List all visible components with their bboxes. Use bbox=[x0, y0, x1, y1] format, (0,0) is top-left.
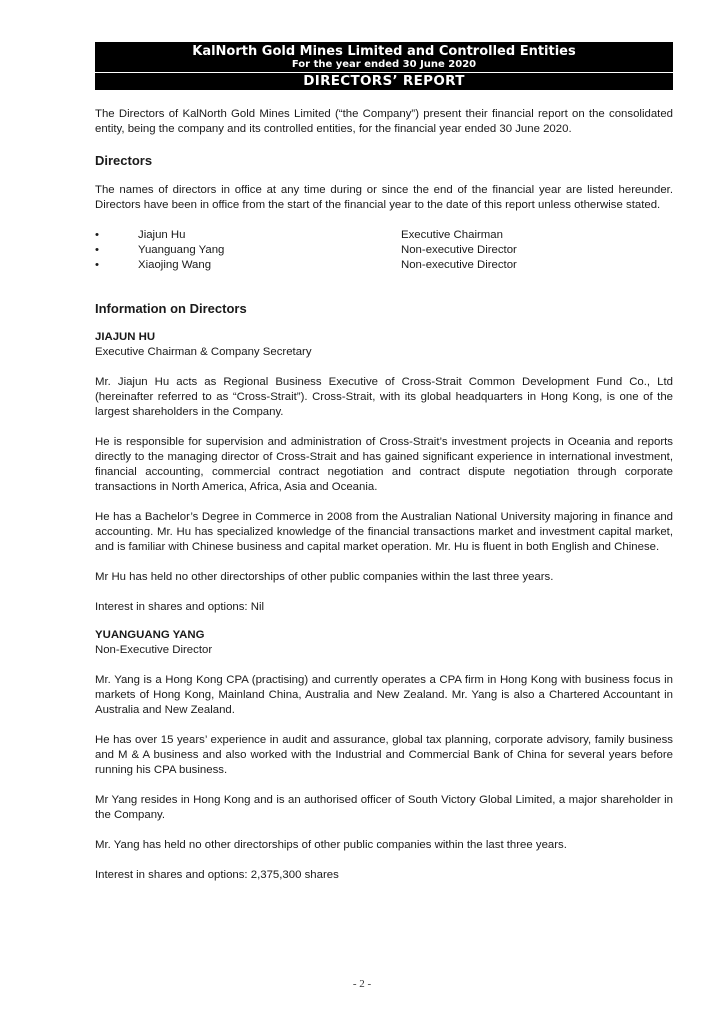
director-profile-hu bbox=[95, 330, 673, 615]
profile-title: Executive Chairman & Company Secretary bbox=[95, 346, 312, 358]
directors-heading: Directors bbox=[95, 153, 153, 168]
director-role: Non-executive Director bbox=[401, 244, 517, 256]
bullet-icon: • bbox=[95, 244, 99, 256]
profile-paragraph: He is responsible for supervision and administration of Cross-Strait’s investment projects in Oceania and reports directly to the managing director of Cross-Strait and has gained significant experience in international investment, financial accounting, commercial contract negotiation and contract dispute negotiation through corporate transactions in North America, Africa, Asia and Oceania. bbox=[95, 436, 673, 493]
profile-paragraph: He has over 15 years’ experience in audit and assurance, global tax planning, corporate advisory, family business and M & A business and also worked with the Industrial and Commercial Bank of China for several years before running his CPA business. bbox=[95, 734, 673, 776]
directors-description: The names of directors in office at any time during or since the end of the financial year are listed hereunder. Directors have been in office from the start of the financial year to the date of this report unless otherwise stated. bbox=[95, 184, 673, 211]
profile-paragraph: Mr. Yang has held no other directorships of other public companies within the last three years. bbox=[95, 839, 567, 851]
profile-interest: Interest in shares and options: 2,375,300 shares bbox=[95, 869, 339, 881]
director-role: Executive Chairman bbox=[401, 229, 503, 241]
director-name: Jiajun Hu bbox=[138, 229, 186, 241]
profile-paragraph: Mr. Jiajun Hu acts as Regional Business Executive of Cross-Strait Common Development Fund Co., Ltd (hereinafter referred to as “Cross-Strait”). Cross-Strait, with its global headquarters in Hong Kong, is one of the largest shareholders in the Company. bbox=[95, 376, 673, 418]
director-name: Yuanguang Yang bbox=[138, 244, 225, 256]
report-header bbox=[95, 42, 673, 90]
director-profile-yang bbox=[95, 628, 673, 883]
intro-paragraph: The Directors of KalNorth Gold Mines Limited (“the Company”) present their financial report on the consolidated entity, being the company and its controlled entities, for the financial year ended 30 June 2020. bbox=[95, 108, 673, 135]
directors-list bbox=[95, 228, 673, 273]
bullet-icon: • bbox=[95, 259, 99, 271]
profile-name: JIAJUN HU bbox=[95, 331, 156, 343]
profile-name: YUANGUANG YANG bbox=[95, 629, 205, 641]
profile-paragraph: He has a Bachelor’s Degree in Commerce in 2008 from the Australian National University majoring in finance and accounting. Mr. Hu has specialized knowledge of the financial transactions market and investment capital market, and is familiar with Chinese business and capital market operation. Mr. Hu is fluent in both English and Chinese. bbox=[95, 511, 673, 553]
profile-paragraph: Mr. Yang is a Hong Kong CPA (practising) and currently operates a CPA firm in Hong Kong with business focus in markets of Hong Kong, Mainland China, Australia and New Zealand. Mr. Yang is also a Chartered Accountant in Australia and New Zealand. bbox=[95, 674, 673, 716]
profile-paragraph: Mr Hu has held no other directorships of other public companies within the last three years. bbox=[95, 571, 554, 583]
director-role: Non-executive Director bbox=[401, 259, 517, 271]
information-heading: Information on Directors bbox=[95, 301, 247, 316]
director-item bbox=[95, 258, 673, 273]
profile-paragraph: Mr Yang resides in Hong Kong and is an authorised officer of South Victory Global Limited, a major shareholder in the Company. bbox=[95, 794, 673, 821]
director-name: Xiaojing Wang bbox=[138, 259, 212, 271]
profile-interest: Interest in shares and options: Nil bbox=[95, 601, 265, 613]
bullet-icon: • bbox=[95, 229, 99, 241]
director-item bbox=[95, 243, 673, 258]
header-period: For the year ended 30 June 2020 bbox=[291, 59, 477, 70]
profile-title: Non-Executive Director bbox=[95, 644, 213, 656]
report-page bbox=[95, 42, 673, 883]
header-report-title: DIRECTORS’ REPORT bbox=[303, 73, 465, 89]
header-company-name: KalNorth Gold Mines Limited and Controlled Entities bbox=[192, 44, 576, 59]
director-item bbox=[95, 228, 673, 243]
page-number: - 2 - bbox=[352, 978, 372, 990]
